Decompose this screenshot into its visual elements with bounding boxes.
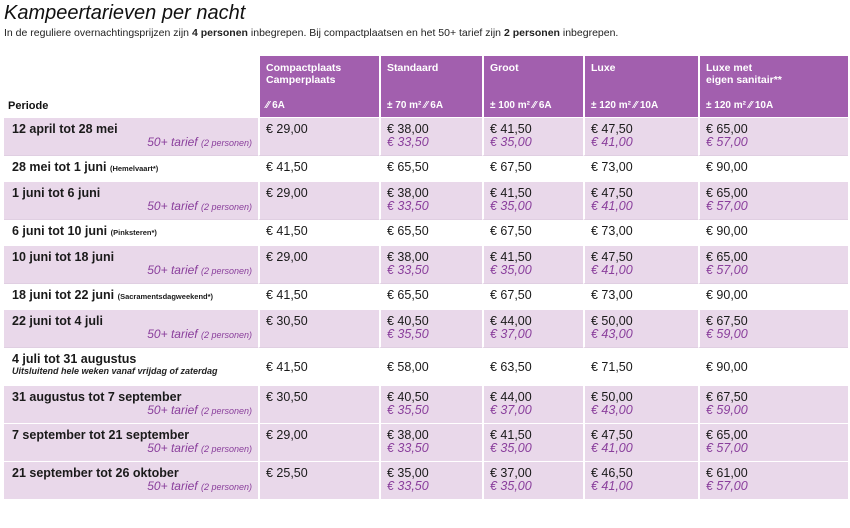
price-value: € 65,00 bbox=[706, 186, 748, 200]
period-column-header: Periode bbox=[4, 56, 258, 117]
price-cell bbox=[698, 347, 848, 385]
price-value: € 29,00 bbox=[266, 250, 308, 264]
price-value: € 63,50 bbox=[490, 360, 532, 374]
senior-price-value: € 35,00 bbox=[490, 479, 532, 493]
price-value: € 67,50 bbox=[706, 390, 748, 404]
senior-rate-label: 50+ tarief (2 personen) bbox=[147, 199, 252, 213]
senior-price-value: € 57,00 bbox=[706, 135, 748, 149]
price-value: € 90,00 bbox=[706, 160, 748, 174]
senior-price-value: € 41,00 bbox=[591, 441, 633, 455]
column-header-luxe-sanitair: Luxe met eigen sanitair** ± 120 m² ⁄⁄ 10A bbox=[698, 56, 848, 117]
period-cell bbox=[4, 245, 258, 283]
period-label: 7 september tot 21 september bbox=[12, 428, 190, 442]
period-cell bbox=[4, 117, 258, 155]
senior-price-value: € 59,00 bbox=[706, 327, 748, 341]
period-label: 12 april tot 28 mei bbox=[12, 122, 118, 136]
period-label: 10 juni tot 18 juni bbox=[12, 250, 115, 264]
senior-price-value: € 35,50 bbox=[387, 327, 429, 341]
price-cell bbox=[258, 155, 379, 181]
price-value: € 73,00 bbox=[591, 160, 633, 174]
price-cell bbox=[482, 347, 583, 385]
senior-price-value: € 57,00 bbox=[706, 479, 748, 493]
period-label: 21 september tot 26 oktober bbox=[12, 466, 179, 480]
period-note: (Pinksteren*) bbox=[110, 228, 157, 237]
column-header-groot: Groot ± 100 m² ⁄⁄ 6A bbox=[482, 56, 583, 117]
table-row bbox=[4, 219, 848, 245]
price-cell bbox=[583, 245, 698, 283]
senior-price-value: € 35,00 bbox=[490, 135, 532, 149]
senior-price-value: € 35,00 bbox=[490, 441, 532, 455]
table-row bbox=[4, 461, 848, 499]
period-label: 6 juni tot 10 juni bbox=[12, 224, 108, 238]
price-value: € 25,50 bbox=[266, 466, 308, 480]
price-cell bbox=[258, 283, 379, 309]
senior-price-value: € 41,00 bbox=[591, 199, 633, 213]
price-cell bbox=[482, 245, 583, 283]
price-cell bbox=[583, 155, 698, 181]
price-value: € 41,50 bbox=[266, 160, 308, 174]
price-value: € 29,00 bbox=[266, 428, 308, 442]
price-value: € 38,00 bbox=[387, 250, 429, 264]
price-cell bbox=[482, 283, 583, 309]
senior-price-value: € 59,00 bbox=[706, 403, 748, 417]
price-value: € 44,00 bbox=[490, 390, 532, 404]
price-cell bbox=[379, 117, 482, 155]
price-cell bbox=[379, 219, 482, 245]
price-value: € 41,50 bbox=[490, 250, 532, 264]
table-row bbox=[4, 245, 848, 283]
senior-price-value: € 57,00 bbox=[706, 441, 748, 455]
price-cell bbox=[698, 181, 848, 219]
senior-price-value: € 43,00 bbox=[591, 403, 633, 417]
price-value: € 38,00 bbox=[387, 186, 429, 200]
senior-price-value: € 35,00 bbox=[490, 199, 532, 213]
price-value: € 30,50 bbox=[266, 314, 308, 328]
price-cell bbox=[482, 385, 583, 423]
price-value: € 30,50 bbox=[266, 390, 308, 404]
column-spec: ± 120 m² ⁄⁄ 10A bbox=[706, 100, 774, 111]
senior-rate-label: 50+ tarief (2 personen) bbox=[147, 327, 252, 341]
senior-price-value: € 33,50 bbox=[387, 135, 429, 149]
price-value: € 41,50 bbox=[490, 186, 532, 200]
price-value: € 67,50 bbox=[490, 160, 532, 174]
price-cell bbox=[258, 245, 379, 283]
price-cell bbox=[583, 423, 698, 461]
price-cell bbox=[698, 219, 848, 245]
price-value: € 40,50 bbox=[387, 314, 429, 328]
column-spec: ± 70 m² ⁄⁄ 6A bbox=[387, 100, 444, 111]
price-cell bbox=[379, 423, 482, 461]
senior-price-value: € 33,50 bbox=[387, 441, 429, 455]
period-note: (Hemelvaart*) bbox=[109, 164, 159, 173]
period-label: 31 augustus tot 7 september bbox=[12, 390, 182, 404]
price-value: € 47,50 bbox=[591, 122, 633, 136]
price-value: € 41,50 bbox=[266, 224, 308, 238]
price-cell bbox=[379, 461, 482, 499]
senior-price-value: € 41,00 bbox=[591, 263, 633, 277]
price-value: € 41,50 bbox=[490, 122, 532, 136]
senior-price-value: € 37,00 bbox=[490, 327, 532, 341]
senior-price-value: € 43,00 bbox=[591, 327, 633, 341]
price-cell bbox=[482, 181, 583, 219]
period-cell bbox=[4, 283, 258, 309]
price-value: € 35,00 bbox=[387, 466, 429, 480]
senior-price-value: € 41,00 bbox=[591, 479, 633, 493]
price-cell bbox=[379, 181, 482, 219]
period-cell bbox=[4, 155, 258, 181]
senior-price-value: € 57,00 bbox=[706, 199, 748, 213]
price-value: € 41,50 bbox=[266, 288, 308, 302]
senior-price-value: € 35,00 bbox=[490, 263, 532, 277]
rates-table bbox=[4, 56, 848, 499]
price-value: € 47,50 bbox=[591, 250, 633, 264]
price-cell bbox=[698, 423, 848, 461]
senior-price-value: € 41,00 bbox=[591, 135, 633, 149]
price-cell bbox=[258, 309, 379, 347]
price-cell bbox=[482, 219, 583, 245]
period-cell bbox=[4, 181, 258, 219]
senior-rate-label: 50+ tarief (2 personen) bbox=[147, 479, 252, 493]
table-row bbox=[4, 309, 848, 347]
price-value: € 65,50 bbox=[387, 160, 429, 174]
price-cell bbox=[379, 347, 482, 385]
column-spec: ± 100 m² ⁄⁄ 6A bbox=[490, 100, 552, 111]
senior-price-value: € 57,00 bbox=[706, 263, 748, 277]
period-label: 4 juli tot 31 augustus bbox=[12, 352, 137, 366]
price-value: € 47,50 bbox=[591, 428, 633, 442]
senior-price-value: € 37,00 bbox=[490, 403, 532, 417]
price-cell bbox=[583, 309, 698, 347]
price-cell bbox=[583, 181, 698, 219]
price-cell bbox=[482, 309, 583, 347]
senior-price-value: € 33,50 bbox=[387, 479, 429, 493]
senior-price-value: € 33,50 bbox=[387, 263, 429, 277]
price-value: € 61,00 bbox=[706, 466, 748, 480]
table-header-row bbox=[4, 56, 848, 117]
period-label: 18 juni tot 22 juni bbox=[12, 288, 115, 302]
price-cell bbox=[698, 385, 848, 423]
price-cell bbox=[583, 219, 698, 245]
price-cell bbox=[583, 283, 698, 309]
price-cell bbox=[379, 155, 482, 181]
price-value: € 90,00 bbox=[706, 288, 748, 302]
table-row bbox=[4, 117, 848, 155]
price-value: € 38,00 bbox=[387, 122, 429, 136]
table-row bbox=[4, 283, 848, 309]
senior-rate-label: 50+ tarief (2 personen) bbox=[147, 403, 252, 417]
table-row bbox=[4, 155, 848, 181]
price-cell bbox=[583, 461, 698, 499]
price-cell bbox=[258, 461, 379, 499]
column-spec: ⁄⁄ 6A bbox=[266, 100, 285, 111]
price-cell bbox=[482, 155, 583, 181]
column-header-luxe: Luxe ± 120 m² ⁄⁄ 10A bbox=[583, 56, 698, 117]
period-cell bbox=[4, 347, 258, 385]
price-cell bbox=[258, 181, 379, 219]
price-cell bbox=[379, 283, 482, 309]
period-cell bbox=[4, 385, 258, 423]
price-cell bbox=[482, 423, 583, 461]
price-cell bbox=[379, 245, 482, 283]
period-label: 28 mei tot 1 juni bbox=[12, 160, 107, 174]
period-subnote: Uitsluitend hele weken vanaf vrijdag of zaterdag bbox=[12, 366, 218, 376]
price-value: € 65,00 bbox=[706, 122, 748, 136]
senior-rate-label: 50+ tarief (2 personen) bbox=[147, 441, 252, 455]
price-cell bbox=[698, 245, 848, 283]
price-value: € 50,00 bbox=[591, 390, 633, 404]
price-cell bbox=[583, 347, 698, 385]
price-value: € 67,50 bbox=[706, 314, 748, 328]
price-cell bbox=[583, 385, 698, 423]
price-value: € 41,50 bbox=[490, 428, 532, 442]
page-title: Kampeertarieven per nacht bbox=[4, 2, 246, 24]
price-value: € 71,50 bbox=[591, 360, 633, 374]
period-cell bbox=[4, 309, 258, 347]
price-value: € 65,50 bbox=[387, 288, 429, 302]
price-cell bbox=[698, 309, 848, 347]
senior-price-value: € 33,50 bbox=[387, 199, 429, 213]
price-cell bbox=[258, 347, 379, 385]
price-cell bbox=[258, 117, 379, 155]
price-cell bbox=[379, 309, 482, 347]
price-cell bbox=[258, 423, 379, 461]
price-value: € 41,50 bbox=[266, 360, 308, 374]
column-spec: ± 120 m² ⁄⁄ 10A bbox=[591, 100, 659, 111]
price-cell bbox=[379, 385, 482, 423]
price-value: € 37,00 bbox=[490, 466, 532, 480]
senior-rate-label: 50+ tarief (2 personen) bbox=[147, 263, 252, 277]
price-value: € 67,50 bbox=[490, 288, 532, 302]
price-cell bbox=[698, 283, 848, 309]
page-subtitle: In de reguliere overnachtingsprijzen zijn 4 personen inbegrepen. Bij compactplaatsen en het 50+ tarief zijn 2 personen inbegrepen. bbox=[4, 27, 619, 39]
price-value: € 50,00 bbox=[591, 314, 633, 328]
column-header-compact: Compactplaats Camperplaats ⁄⁄ 6A bbox=[258, 56, 379, 117]
price-cell bbox=[482, 461, 583, 499]
price-value: € 90,00 bbox=[706, 360, 748, 374]
price-cell bbox=[698, 461, 848, 499]
price-value: € 90,00 bbox=[706, 224, 748, 238]
price-cell bbox=[698, 117, 848, 155]
senior-price-value: € 35,50 bbox=[387, 403, 429, 417]
price-value: € 58,00 bbox=[387, 360, 429, 374]
table-row bbox=[4, 181, 848, 219]
period-cell bbox=[4, 461, 258, 499]
table-row bbox=[4, 347, 848, 385]
column-header-standaard: Standaard ± 70 m² ⁄⁄ 6A bbox=[379, 56, 482, 117]
price-value: € 65,00 bbox=[706, 428, 748, 442]
price-cell bbox=[258, 385, 379, 423]
price-value: € 73,00 bbox=[591, 288, 633, 302]
period-cell bbox=[4, 219, 258, 245]
price-value: € 65,50 bbox=[387, 224, 429, 238]
price-cell bbox=[698, 155, 848, 181]
table-row bbox=[4, 385, 848, 423]
price-value: € 65,00 bbox=[706, 250, 748, 264]
price-value: € 73,00 bbox=[591, 224, 633, 238]
price-value: € 47,50 bbox=[591, 186, 633, 200]
price-value: € 38,00 bbox=[387, 428, 429, 442]
price-value: € 29,00 bbox=[266, 122, 308, 136]
price-value: € 44,00 bbox=[490, 314, 532, 328]
period-label: 1 juni tot 6 juni bbox=[12, 186, 101, 200]
price-value: € 40,50 bbox=[387, 390, 429, 404]
price-value: € 67,50 bbox=[490, 224, 532, 238]
price-value: € 46,50 bbox=[591, 466, 633, 480]
price-value: € 29,00 bbox=[266, 186, 308, 200]
period-note: (Sacramentsdagweekend*) bbox=[117, 292, 214, 301]
period-cell bbox=[4, 423, 258, 461]
period-label: 22 juni tot 4 juli bbox=[12, 314, 103, 328]
price-cell bbox=[482, 117, 583, 155]
price-cell bbox=[583, 117, 698, 155]
price-cell bbox=[258, 219, 379, 245]
table-row bbox=[4, 423, 848, 461]
senior-rate-label: 50+ tarief (2 personen) bbox=[147, 135, 252, 149]
